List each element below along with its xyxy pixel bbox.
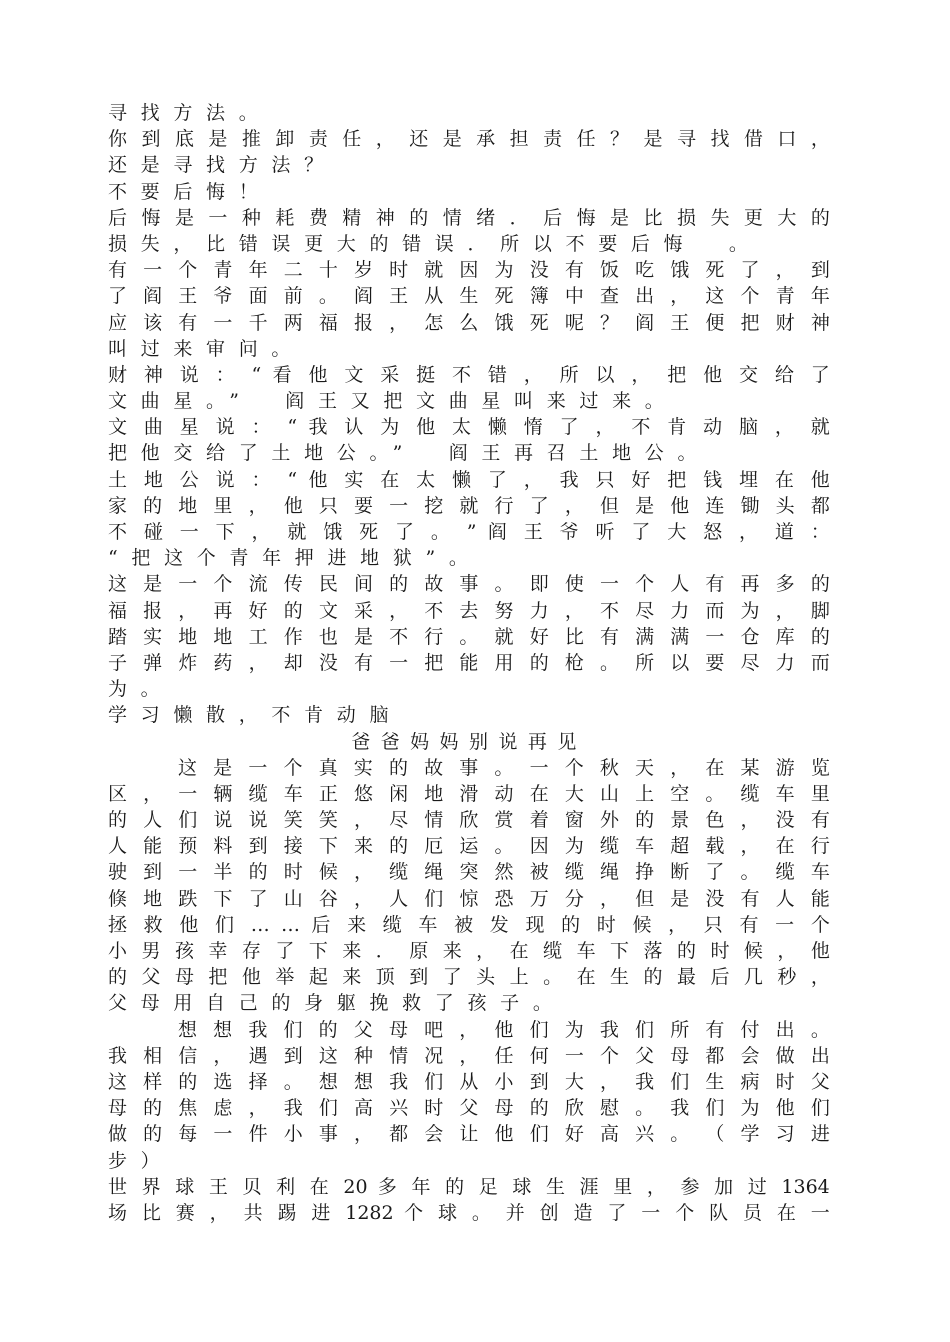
text-line: 还是寻找方法？	[108, 154, 337, 177]
document-page	[108, 100, 830, 1226]
text-line: 父母用自己的身躯挽救了孩子。	[108, 992, 566, 1015]
text-line: 寻找方法。	[108, 102, 272, 124]
text-line: 不 碰 一 下 ， 就 饿 死 了 。 ” 阎 王 爷 听 了 大 怒 ， 道 ：	[108, 521, 830, 543]
text-line: 我 相 信 ， 遇 到 这 种 情 况 ， 任 何 一 个 父 母 都 会 做 出	[108, 1044, 830, 1067]
text-line: 步）	[108, 1149, 174, 1172]
text-line: 做 的 每 一 件 小 事 ， 都 会 让 他 们 好 高 兴 。 （ 学 习 进	[108, 1123, 830, 1146]
text-line: 子 弹 炸 药 ， 却 没 有 一 把 能 用 的 枪 。 所 以 要 尽 力 而	[108, 651, 830, 674]
story-title: 爸爸妈妈别说再见	[351, 730, 587, 753]
text-line: 叫过来审问。	[108, 337, 305, 360]
text-line: 为。	[108, 678, 174, 701]
text-line: 这 样 的 选 择 。 想 想 我 们 从 小 到 大 ， 我 们 生 病 时 父	[108, 1070, 830, 1093]
text-line: 有 一 个 青 年 二 十 岁 时 就 因 为 没 有 饭 吃 饿 死 了 ， 到	[108, 259, 830, 282]
text-line: 文 曲 星 说 ： “ 我 认 为 他 太 懒 惰 了 ， 不 肯 动 脑 ， 就	[108, 416, 830, 439]
text-line: 家 的 地 里 ， 他 只 要 一 挖 就 行 了 ， 但 是 他 连 锄 头 都	[108, 494, 830, 517]
text-line: 小 男 孩 幸 存 了 下 来 ． 原 来 ， 在 缆 车 下 落 的 时 候 ， 他	[108, 940, 830, 962]
text-line: 倏 地 跌 下 了 山 谷 ， 人 们 惊 恐 万 分 ， 但 是 没 有 人 能	[108, 887, 830, 910]
text-line: 把他交给了土地公。” 阎王再召土地公。	[108, 442, 711, 465]
section-heading: 学习懒散，不肯动脑	[108, 704, 403, 727]
text-line: 应 该 有 一 千 两 福 报 ， 怎 么 饿 死 呢 ？ 阎 王 便 把 财 神	[108, 311, 830, 334]
text-line: 的 人 们 说 说 笑 笑 ， 尽 情 欣 赏 着 窗 外 的 景 色 ， 没 有	[108, 809, 830, 832]
text-line: 人 能 预 料 到 接 下 来 的 厄 运 。 因 为 缆 车 超 载 ， 在 行	[108, 835, 830, 858]
text-line: 拯 救 他 们 … … 后 来 缆 车 被 发 现 的 时 候 ， 只 有 一 个	[108, 913, 830, 936]
text-line: 的 父 母 把 他 举 起 来 顶 到 了 头 上 。 在 生 的 最 后 几 秒 ，	[108, 966, 830, 989]
text-line: “把这个青年押进地狱”。	[108, 547, 482, 570]
text-line: 母 的 焦 虑 ， 我 们 高 兴 时 父 母 的 欣 慰 。 我 们 为 他 们	[108, 1097, 830, 1120]
text-line: 这 是 一 个 流 传 民 间 的 故 事 。 即 使 一 个 人 有 再 多 的	[108, 573, 830, 596]
text-line: 场 比 赛 ， 共 踢 进 1282 个 球 。 并 创 造 了 一 个 队 员 在 一	[108, 1201, 830, 1224]
text-line: 了 阎 王 爷 面 前 。 阎 王 从 生 死 簿 中 查 出 ， 这 个 青 年	[108, 285, 830, 308]
text-line: 福 报 ， 再 好 的 文 采 ， 不 去 努 力 ， 不 尽 力 而 为 ， 脚	[108, 599, 830, 622]
text-line: 后 悔 是 一 种 耗 费 精 神 的 情 绪 ． 后 悔 是 比 损 失 更 大 的	[108, 206, 830, 229]
text-line: 区 ， 一 辆 缆 车 正 悠 闲 地 滑 动 在 大 山 上 空 。 缆 车 里	[108, 782, 830, 805]
text-line: 财 神 说 ： “ 看 他 文 采 挺 不 错 ， 所 以 ， 把 他 交 给 了	[108, 363, 830, 386]
text-line: 土 地 公 说 ： “ 他 实 在 太 懒 了 ， 我 只 好 把 钱 埋 在 他	[108, 468, 830, 491]
section-heading: 不要后悔！	[108, 180, 272, 203]
text-line: 踏 实 地 地 工 作 也 是 不 行 。 就 好 比 有 满 满 一 仓 库 的	[108, 625, 830, 648]
text-line: 想 想 我 们 的 父 母 吧 ， 他 们 为 我 们 所 有 付 出 。	[178, 1018, 830, 1041]
text-line: 损失，比错误更大的错误．所以不要后悔 。	[108, 232, 762, 255]
text-line: 文曲星。” 阎王又把文曲星叫来过来。	[108, 390, 678, 413]
text-line: 这 是 一 个 真 实 的 故 事 。 一 个 秋 天 ， 在 某 游 览	[178, 756, 830, 779]
text-line: 你 到 底 是 推 卸 责 任 ， 还 是 承 担 责 任 ？ 是 寻 找 借 口 ，	[108, 128, 830, 151]
text-line: 世 界 球 王 贝 利 在 20 多 年 的 足 球 生 涯 里 ， 参 加 过 1364	[108, 1175, 830, 1198]
text-line: 驶 到 一 半 的 时 候 ， 缆 绳 突 然 被 缆 绳 挣 断 了 。 缆 车	[108, 861, 830, 884]
